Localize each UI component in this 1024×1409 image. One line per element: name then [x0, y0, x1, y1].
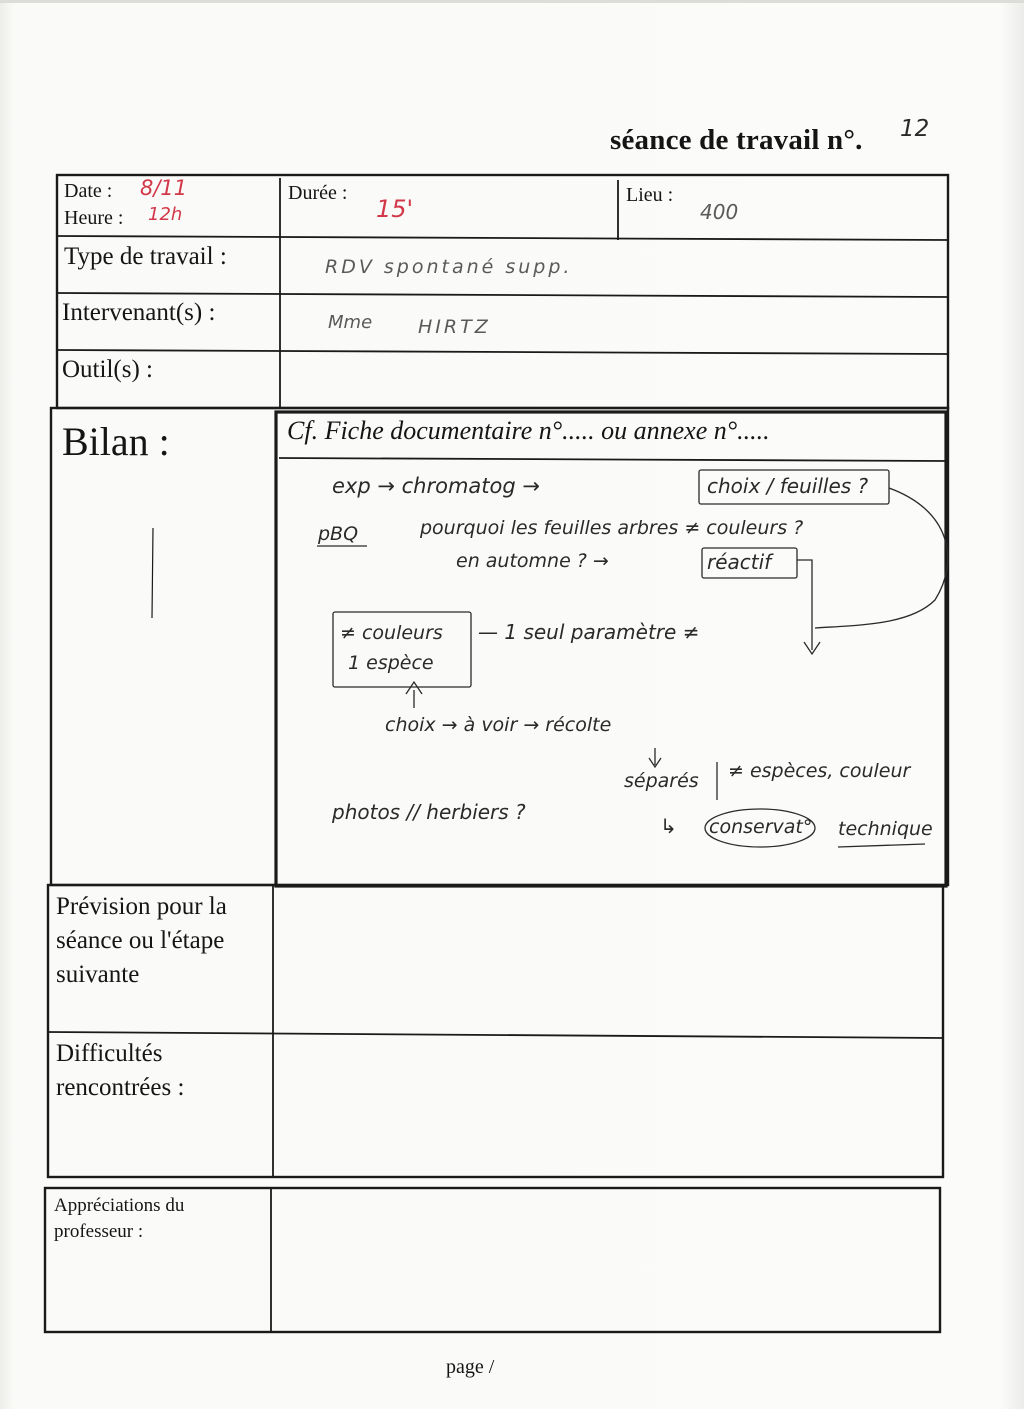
note-line1: exp → chromatog →: [332, 474, 540, 498]
place-label: Lieu :: [626, 184, 674, 206]
note-box-reactif: réactif: [707, 550, 772, 574]
session-title: séance de travail n°.: [610, 124, 863, 156]
note-box-espece: 1 espèce: [348, 652, 434, 674]
note-line6: séparés: [624, 770, 699, 792]
date-value: 8/11: [140, 176, 188, 200]
prevision-label: Prévision pour la séance ou l'étape suivante: [56, 893, 227, 988]
type-value: RDV spontané supp.: [325, 256, 573, 278]
outils-label: Outil(s) :: [62, 356, 153, 383]
duration-label: Durée :: [288, 182, 348, 204]
place-value: 400: [700, 200, 739, 224]
date-label: Date :: [64, 180, 113, 202]
note-line4: — 1 seul paramètre ≠: [478, 620, 700, 644]
intervenant-label: Intervenant(s) :: [62, 299, 216, 326]
note-line5: choix → à voir → récolte: [385, 714, 612, 736]
page-footer: page /: [446, 1356, 495, 1378]
note-line7: photos // herbiers ?: [332, 800, 526, 824]
hour-label: Heure :: [64, 207, 124, 229]
note-box-couleurs: ≠ couleurs: [340, 622, 443, 644]
bilan-label: Bilan :: [62, 419, 170, 464]
intervenant-prefix: Mme: [328, 312, 373, 333]
type-label: Type de travail :: [64, 243, 227, 270]
note-line3: en automne ? →: [456, 550, 609, 572]
difficultes-label: Difficultés rencontrées :: [56, 1040, 185, 1101]
appreciations-label: Appréciations du professeur :: [54, 1195, 185, 1242]
duration-value: 15': [376, 195, 414, 223]
note-line8-circle: conservat°: [709, 816, 813, 838]
note-line8: technique: [838, 818, 933, 840]
note-line8-arrow: ↳: [660, 814, 677, 838]
note-pbq: pBQ: [318, 523, 359, 545]
hour-value: 12h: [148, 204, 183, 225]
note-line2: pourquoi les feuilles arbres ≠ couleurs ?: [420, 517, 804, 539]
intervenant-value: HIRTZ: [418, 316, 491, 338]
bilan-reference: Cf. Fiche documentaire n°..... ou annexe n°.....: [287, 416, 770, 445]
note-box-choix: choix / feuilles ?: [707, 474, 869, 498]
session-number: 12: [900, 116, 930, 142]
note-line6b: ≠ espèces, couleur: [728, 760, 911, 782]
